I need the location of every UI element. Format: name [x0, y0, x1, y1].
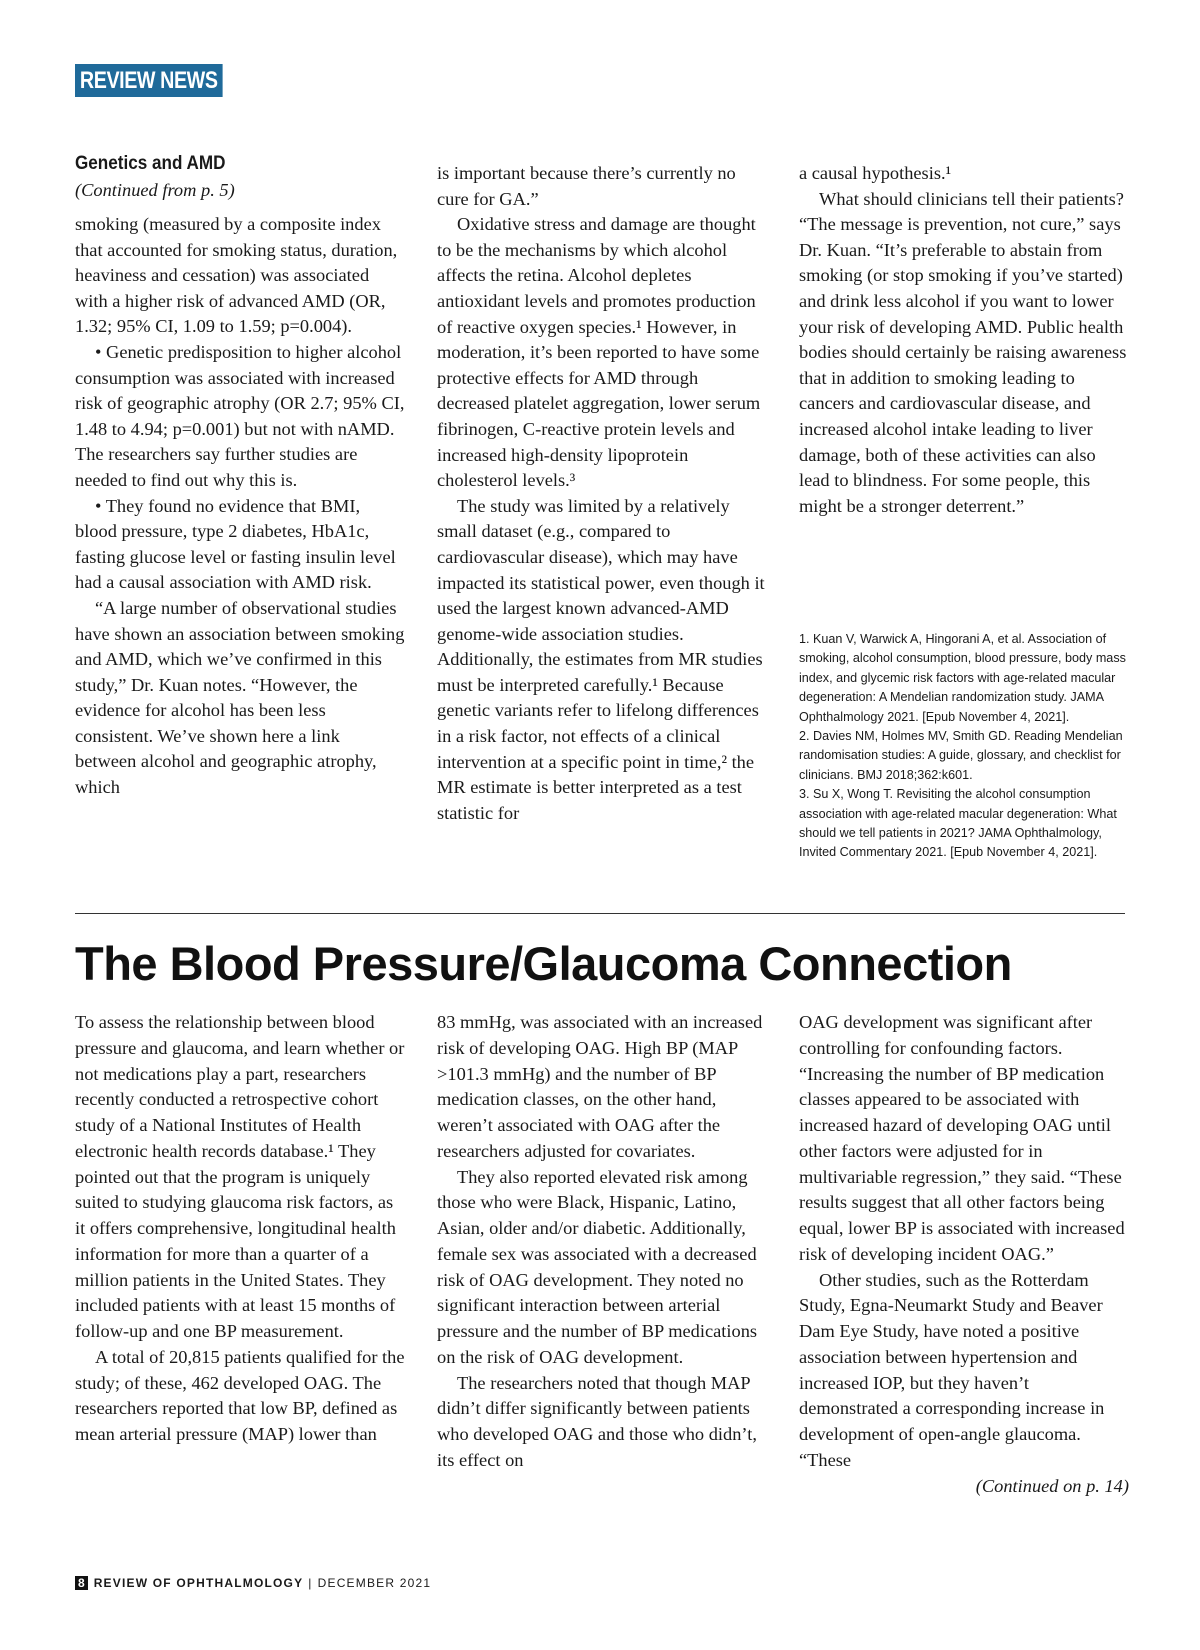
paragraph: A total of 20,815 patients qualified for the study; of these, 462 developed OAG. The researchers reported that low BP, defined as mean arterial pressure (MAP) lower than — [75, 1346, 405, 1444]
paragraph: Other studies, such as the Rotterdam Study, Egna-Neumarkt Study and Beaver Dam Eye Study, have noted a positive association between hypertension and increased IOP, but they haven’t demonstrated a corresponding increase in development of open-angle glaucoma. “These — [799, 1269, 1105, 1470]
references-list — [799, 630, 1129, 863]
section-tag: REVIEW NEWS — [75, 64, 222, 97]
paragraph: The study was limited by a relatively small dataset (e.g., compared to cardiovascular disease), which may have impacted its statistical power, even though it used the largest known advanced-AMD genome-wide association studies. Additionally, the estimates from MR studies must be interpreted carefully.¹ Because genetic variants refer to lifelong differences in a risk factor, not effects of a clinical intervention at a specific point in time,² the MR estimate is better interpreted as a test statistic for — [437, 495, 765, 823]
article2-column-1 — [75, 1010, 405, 1448]
continued-on-note: (Continued on p. 14) — [975, 1475, 1129, 1496]
paragraph: 83 mmHg, was associated with an increased risk of developing OAG. High BP (MAP >101.3 mmHg) and the number of BP medication classes, on the other hand, weren’t associated with OAG after the researchers adjusted for covariates. — [437, 1012, 763, 1161]
paragraph: smoking (measured by a composite index that accounted for smoking status, duration, heaviness and cessation) was associated with a higher risk of advanced AMD (OR, 1.32; 95% CI, 1.09 to 1.59; p=0.004). — [75, 214, 398, 337]
paragraph: a causal hypothesis.¹ — [799, 163, 952, 183]
reference-item: 3. Su X, Wong T. Revisiting the alcohol consumption association with age-related macular degeneration: What should we tell patients in 2021? JAMA Ophthalmology, Invited Commentary 2021. [Epub November 4, 2021]. — [799, 787, 1117, 860]
article2-column-2 — [437, 1010, 767, 1474]
magazine-name: REVIEW OF OPHTHALMOLOGY — [93, 1576, 304, 1590]
page-footer — [75, 1576, 431, 1590]
paragraph: OAG development was significant after controlling for confounding factors. “Increasing the number of BP medication classes appeared to be associated with increased hazard of developing OAG until other factors were adjusted for in multivariable regression,” they said. “These results suggest that all other factors being equal, lower BP is associated with increased risk of developing incident OAG.” — [799, 1012, 1125, 1264]
article1-column-2 — [437, 161, 767, 826]
article1-column-3 — [799, 161, 1129, 519]
reference-item: 1. Kuan V, Warwick A, Hingorani A, et al. Association of smoking, alcohol consumption, blood pressure, body mass index, and glycemic risk factors with age-related macular degeneration: A Mendelian randomization study. JAMA Ophthalmology 2021. [Epub November 4, 2021]. — [799, 632, 1126, 724]
section-divider — [75, 913, 1125, 914]
article1-column-1 — [75, 212, 405, 801]
paragraph: • Genetic predisposition to higher alcohol consumption was associated with increased risk of geographic atrophy (OR 2.7; 95% CI, 1.48 to 4.94; p=0.001) but not with nAMD. The researchers say further studies are needed to find out why this is. — [75, 341, 405, 490]
article-subhead: Genetics and AMD — [75, 153, 226, 174]
paragraph: Oxidative stress and damage are thought to be the mechanisms by which alcohol affects the retina. Alcohol depletes antioxidant levels and promotes production of reactive oxygen species.¹ However, in moderation, it’s been reported to have some protective effects for AMD through decreased platelet aggregation, lower serum fibrinogen, C-reactive protein levels and increased high-density lipoprotein cholesterol levels.³ — [437, 214, 761, 491]
issue-date: DECEMBER 2021 — [317, 1576, 432, 1590]
paragraph: They also reported elevated risk among those who were Black, Hispanic, Latino, Asian, older and/or diabetic. Additionally, female sex was associated with a decreased risk of OAG development. They noted no significant interaction between arterial pressure and the number of BP medications on the risk of OAG development. — [437, 1166, 758, 1367]
paragraph: “A large number of observational studies have shown an association between smoking and AMD, which we’ve confirmed in this study,” Dr. Kuan notes. “However, the evidence for alcohol has been less consistent. We’ve shown here a link between alcohol and geographic atrophy, which — [75, 597, 405, 798]
paragraph: What should clinicians tell their patients? “The message is prevention, not cure,” says Dr. Kuan. “It’s preferable to abstain from smoking (or stop smoking if you’ve started) and drink less alcohol if you want to lower your risk of developing AMD. Public health bodies should certainly be raising awareness that in addition to smoking leading to cancers and cardiovascular disease, and increased alcohol intake leading to liver damage, both of these activities can also lead to blindness. For some people, this might be a stronger deterrent.” — [799, 188, 1127, 516]
reference-item: 2. Davies NM, Holmes MV, Smith GD. Reading Mendelian randomisation studies: A guide, glossary, and checklist for clinicians. BMJ 2018;362:k601. — [799, 729, 1123, 782]
article-headline: The Blood Pressure/Glaucoma Connection — [75, 937, 1012, 990]
paragraph: • They found no evidence that BMI, blood pressure, type 2 diabetes, HbA1c, fasting glucose level or fasting insulin level had a causal association with AMD risk. — [75, 495, 396, 593]
paragraph: To assess the relationship between blood pressure and glaucoma, and learn whether or not medications play a part, researchers recently conducted a retrospective cohort study of a National Institutes of Health electronic health records database.¹ They pointed out that the program is uniquely suited to studying glaucoma risk factors, as it offers comprehensive, longitudinal health information for more than a quarter of a million patients in the United States. They included patients with at least 15 months of follow-up and one BP measurement. — [75, 1012, 405, 1341]
continued-from-note: (Continued from p. 5) — [75, 180, 235, 200]
page-number: 8 — [75, 1576, 88, 1590]
footer-separator: | — [308, 1576, 313, 1590]
article2-column-3 — [799, 1010, 1129, 1499]
paragraph: The researchers noted that though MAP didn’t differ significantly between patients who developed OAG and those who didn’t, its effect on — [437, 1372, 757, 1470]
paragraph: is important because there’s currently no cure for GA.” — [437, 163, 736, 209]
